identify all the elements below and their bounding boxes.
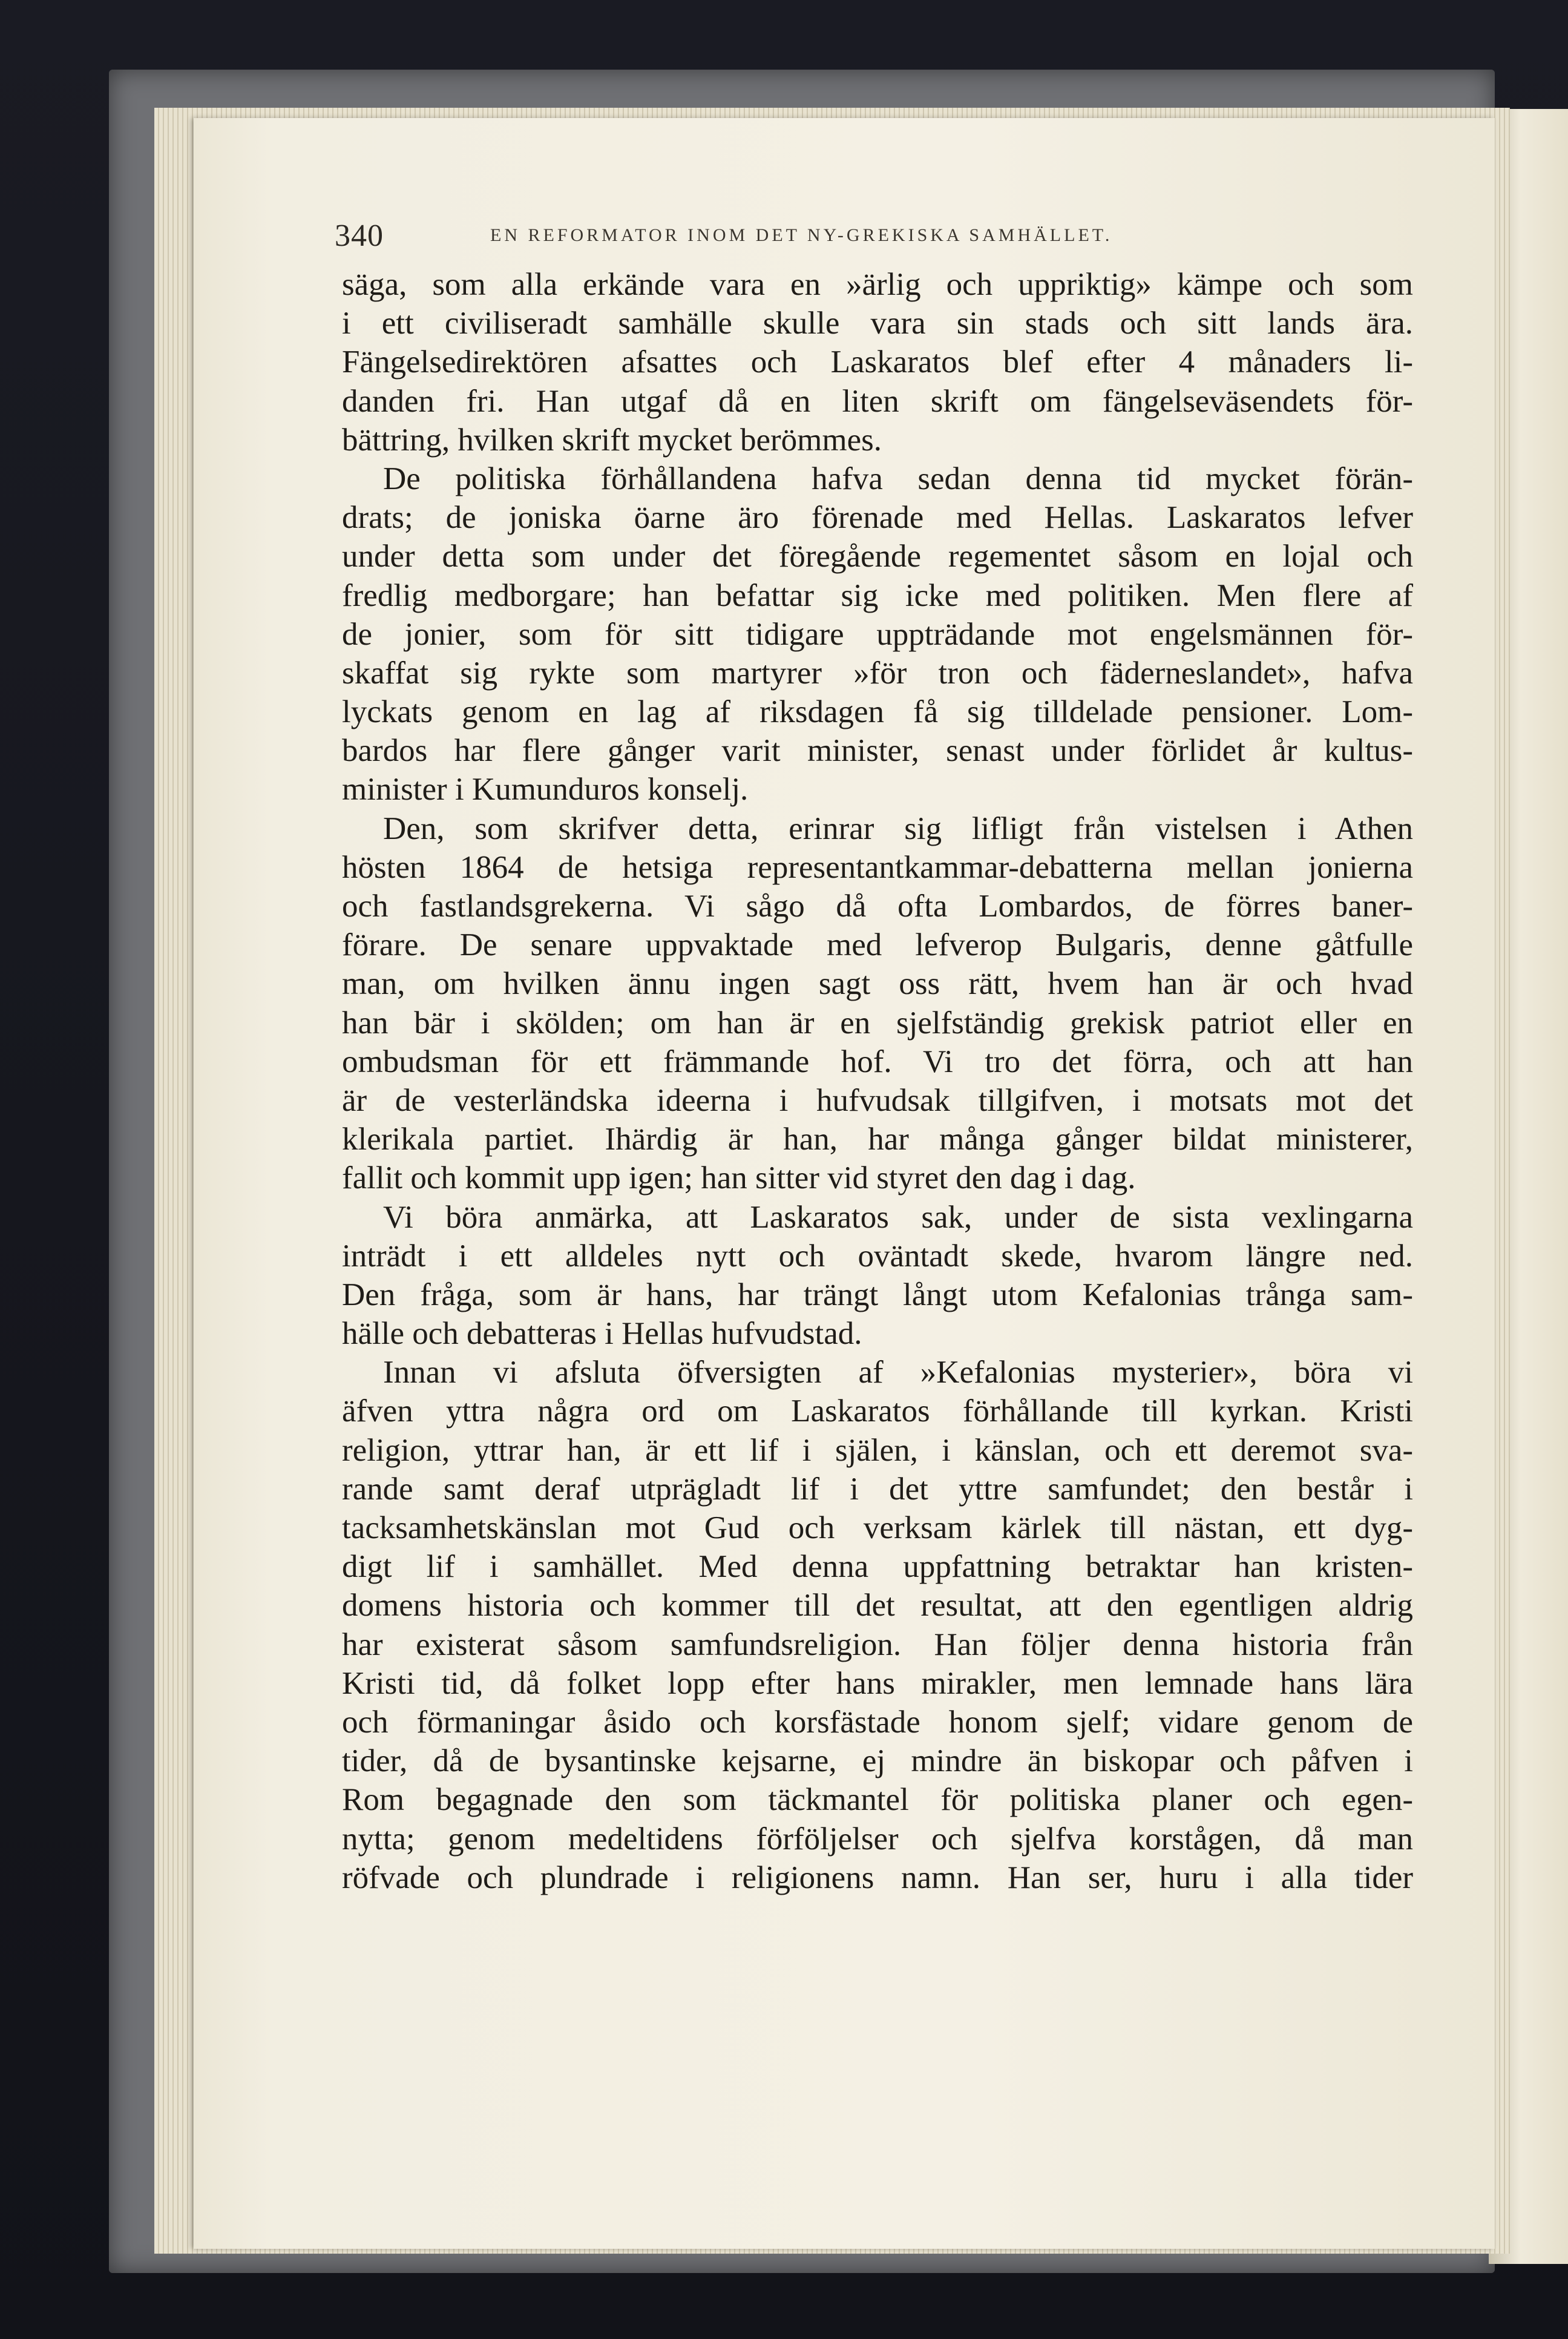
text-line: han bär i skölden; om han är en sjelfständig grekisk patriot eller en [342,1005,1413,1041]
text-line: klerikala partiet. Ihärdig är han, har många gånger bildat ministerer, [342,1122,1413,1157]
text-line: inträdt i ett alldeles nytt och oväntadt skede, hvarom längre ned. [342,1238,1413,1274]
text-line: skaffat sig rykte som martyrer »för tron och fäderneslandet», hafva [342,655,1413,691]
text-line: drats; de joniska öarne äro förenade med Hellas. Laskaratos lefver [342,500,1413,536]
text-line: minister i Kumunduros konselj. [342,772,749,808]
text-line: under detta som under det föregående regementet såsom en lojal och [342,539,1413,574]
text-line: säga, som alla erkände vara en »ärlig och uppriktig» kämpe och som [342,267,1413,302]
text-line: förare. De senare uppvaktade med lefverop Bulgaris, denne gåtfulle [342,927,1413,963]
text-line: fallit och kommit upp igen; han sitter vid styret den dag i dag. [342,1160,1136,1196]
text-line: äfven yttra några ord om Laskaratos förhållande till kyrkan. Kristi [342,1393,1413,1429]
text-line: nytta; genom medeltidens förföljelser och sjelfva korstågen, då man [342,1821,1413,1857]
text-line: Rom begagnade den som täckmantel för politiska planer och egen- [342,1782,1413,1818]
text-line: bättring, hvilken skrift mycket berömmes. [342,422,882,458]
text-line: ombudsman för ett främmande hof. Vi tro det förra, och att han [342,1044,1413,1079]
running-head: EN REFORMATOR INOM DET NY-GREKISKA SAMHÄLLET. [490,225,1113,245]
text-line: domens historia och kommer till det resultat, att den egentligen aldrig [342,1588,1413,1623]
text-line: hösten 1864 de hetsiga representantkammar-debatterna mellan jonierna [342,849,1413,885]
page-number: 340 [335,219,384,253]
text-line: Innan vi afsluta öfversigten af »Kefalonias mysterier», böra vi [383,1355,1413,1390]
text-line: digt lif i samhället. Med denna uppfattning betraktar han kristen- [342,1549,1413,1585]
text-line: tacksamhetskänslan mot Gud och verksam kärlek till nästan, ett dyg- [342,1510,1413,1545]
text-line: röfvade och plundrade i religionens namn. Han ser, huru i alla tider [342,1860,1413,1895]
text-line: Den, som skrifver detta, erinrar sig lifligt från vistelsen i Athen [383,811,1413,846]
text-line: Vi böra anmärka, att Laskaratos sak, under de sista vexlingarna [383,1199,1413,1235]
text-line: man, om hvilken ännu ingen sagt oss rätt, hvem han är och hvad [342,966,1413,1002]
text-line: fredlig medborgare; han befattar sig icke med politiken. Men flere af [342,577,1413,613]
text-line: religion, yttrar han, är ett lif i själen, i känslan, och ett deremot sva- [342,1432,1413,1468]
text-line: rande samt deraf utprägladt lif i det yttre samfundet; den består i [342,1471,1413,1507]
text-line: hälle och debatteras i Hellas hufvudstad. [342,1316,862,1352]
text-line: De politiska förhållandena hafva sedan denna tid mycket förän- [383,461,1413,496]
text-line: Fängelsedirektören afsattes och Laskaratos blef efter 4 månaders li- [342,344,1413,380]
text-line: bardos har flere gånger varit minister, senast under förlidet år kultus- [342,733,1413,769]
text-line: har existerat såsom samfundsreligion. Han följer denna historia från [342,1627,1413,1662]
body-text [342,265,1413,1897]
text-line: och fastlandsgrekerna. Vi sågo då ofta Lombardos, de förres baner- [342,889,1413,924]
text-line: tider, då de bysantinske kejsarne, ej mindre än biskopar och påfven i [342,1743,1413,1779]
text-line: Kristi tid, då folket lopp efter hans mirakler, men lemnade hans lära [342,1665,1413,1701]
text-line: de jonier, som för sitt tidigare uppträdande mot engelsmännen för- [342,616,1413,652]
text-line: i ett civiliseradt samhälle skulle vara sin stads och sitt lands ära. [342,306,1413,341]
text-line: är de vesterländska ideerna i hufvudsak tillgifven, i motsats mot det [342,1082,1413,1118]
text-line: och förmaningar åsido och korsfästade honom sjelf; vidare genom de [342,1704,1413,1740]
text-line: lyckats genom en lag af riksdagen få sig tilldelade pensioner. Lom- [342,694,1413,730]
text-line: danden fri. Han utgaf då en liten skrift om fängelseväsendets för- [342,383,1413,419]
text-line: Den fråga, som är hans, har trängt långt utom Kefalonias trånga sam- [342,1277,1413,1312]
